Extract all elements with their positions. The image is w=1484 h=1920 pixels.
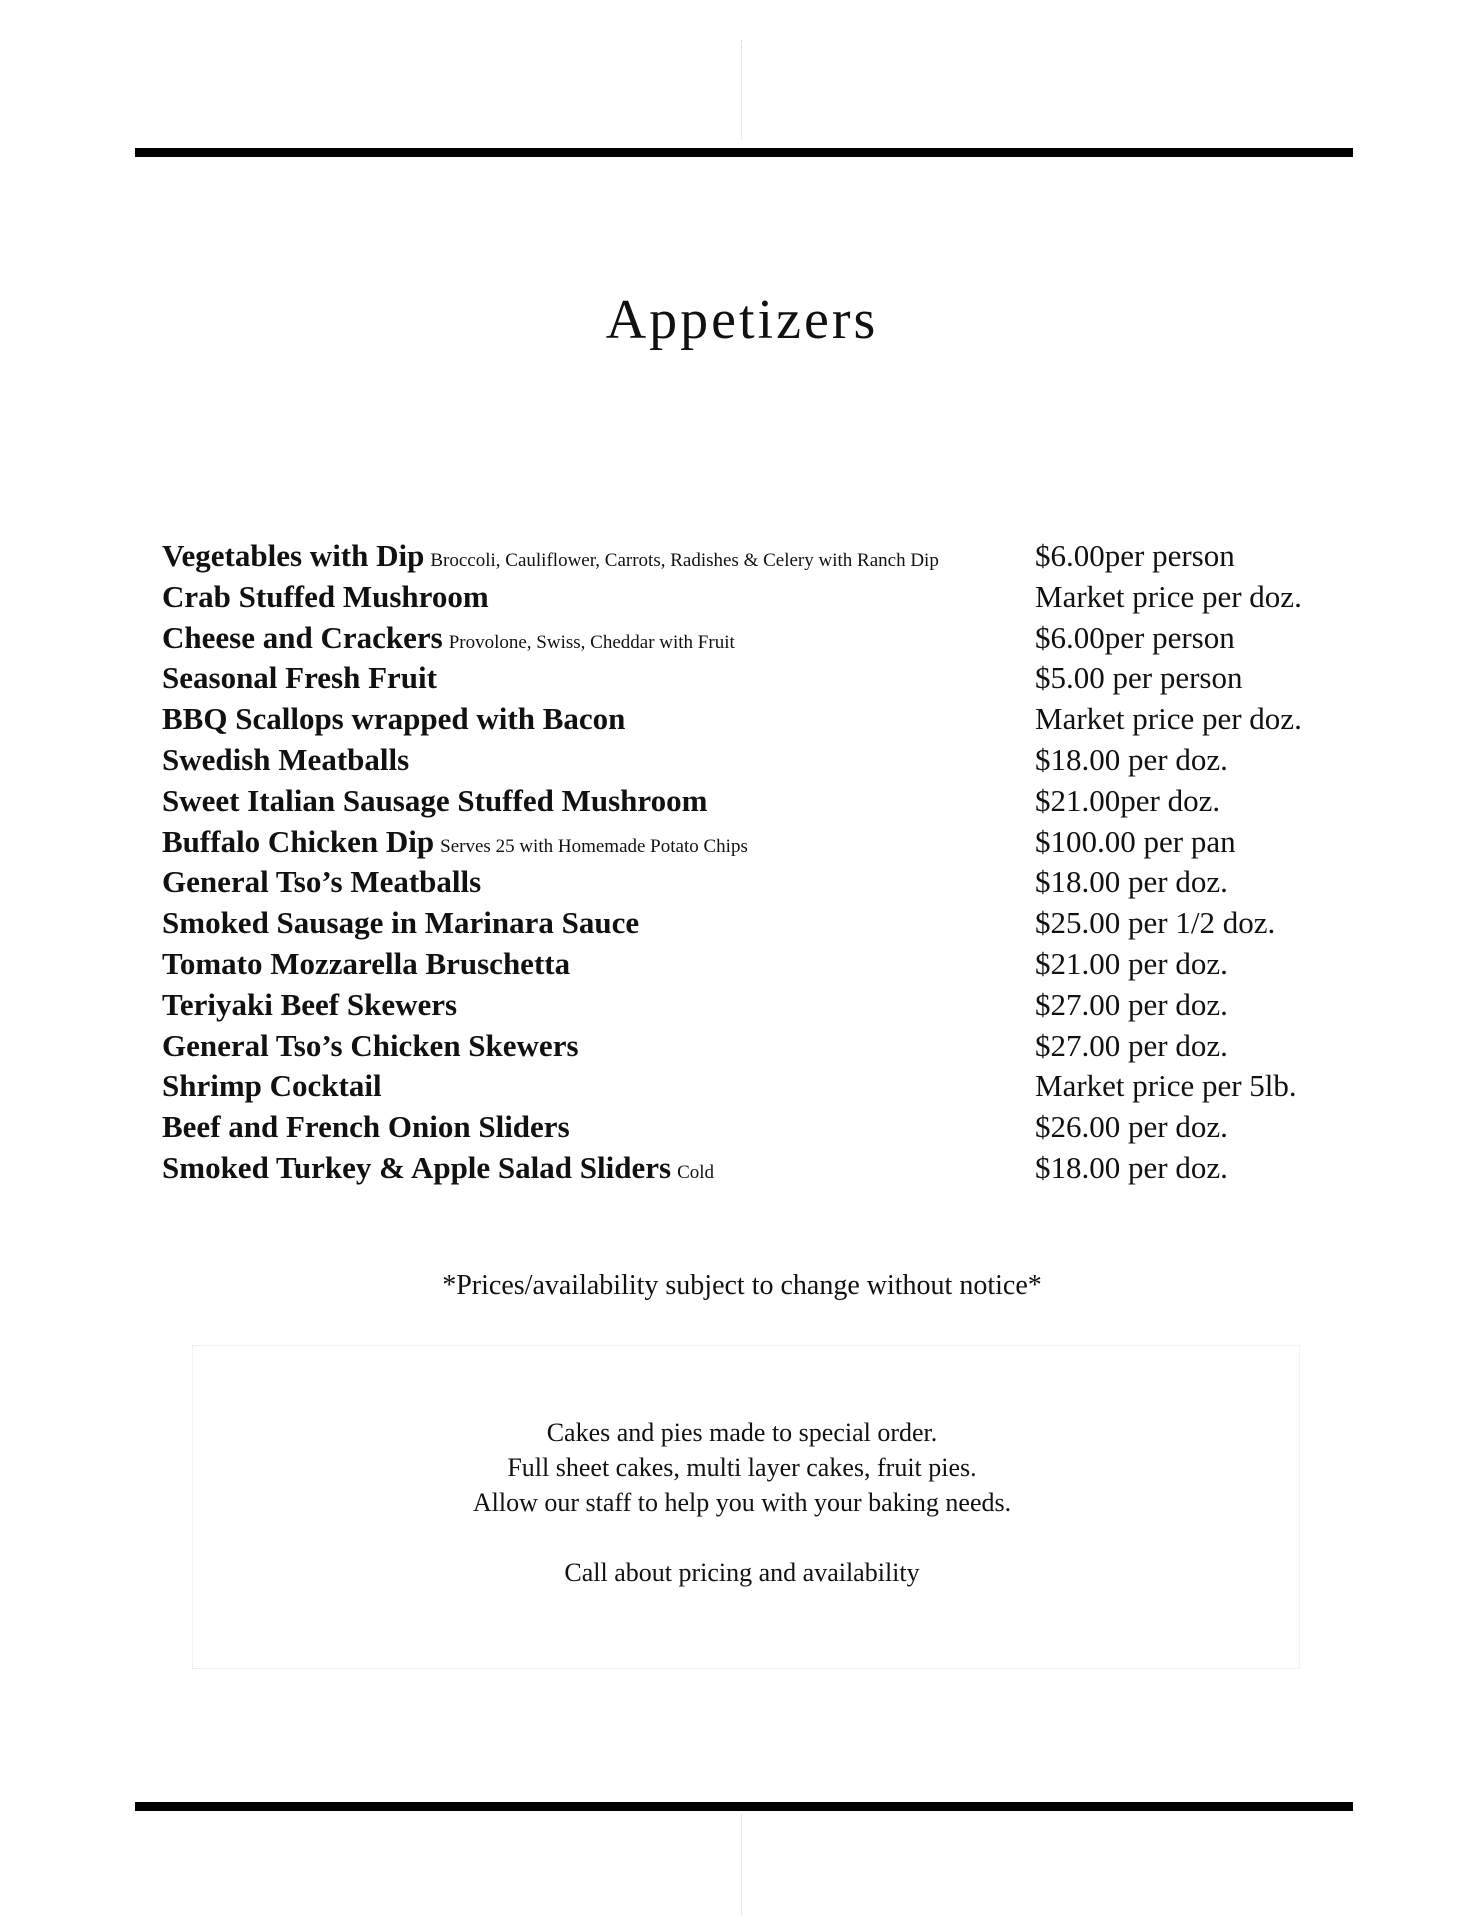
menu-item-price: Market price per doz.: [1035, 701, 1302, 737]
menu-item: [162, 781, 1362, 822]
menu-item: [162, 740, 1362, 781]
menu-item-description: Serves 25 with Homemade Potato Chips: [440, 835, 748, 857]
menu-item-name: Seasonal Fresh Fruit: [162, 660, 437, 696]
menu-item: [162, 862, 1362, 903]
menu-item: [162, 822, 1362, 863]
menu-item-name: Tomato Mozzarella Bruschetta: [162, 945, 571, 981]
menu-item: [162, 699, 1362, 740]
menu-item: [162, 903, 1362, 944]
menu-item-name: Beef and French Onion Sliders: [162, 1109, 570, 1145]
menu-item-name: Swedish Meatballs: [162, 741, 410, 777]
bakery-line: Allow our staff to help you with your baking needs.: [472, 1488, 1012, 1517]
menu-item-name: General Tso’s Chicken Skewers: [162, 1027, 579, 1063]
menu-item-price: $6.00per person: [1035, 538, 1235, 573]
menu-item: [162, 944, 1362, 985]
menu-item-name: Buffalo Chicken Dip: [162, 823, 435, 859]
menu-item-price: $18.00 per doz.: [1035, 1149, 1228, 1185]
menu-item-price: $100.00 per pan: [1035, 823, 1236, 859]
menu-item-name: Sweet Italian Sausage Stuffed Mushroom: [162, 782, 708, 818]
menu-item-name: Smoked Sausage in Marinara Sauce: [162, 905, 640, 941]
fold-mark-top: [741, 40, 743, 140]
menu-item-price: Market price per 5lb.: [1035, 1068, 1297, 1104]
menu-item-description: Broccoli, Cauliflower, Carrots, Radishes & Celery with Ranch Dip: [430, 550, 939, 571]
menu-item-price: $27.00 per doz.: [1035, 1027, 1228, 1063]
menu-item-price: $6.00per person: [1035, 619, 1235, 655]
menu-item: [162, 536, 1362, 577]
bottom-rule: [135, 1802, 1353, 1811]
menu-item: [162, 1107, 1362, 1148]
menu-item-name: General Tso’s Meatballs: [162, 864, 482, 900]
menu-item-price: $27.00 per doz.: [1035, 986, 1228, 1022]
menu-item-description: Cold: [677, 1161, 715, 1183]
menu-item: [162, 618, 1362, 659]
menu-item-name: Crab Stuffed Mushroom: [162, 578, 489, 614]
top-rule: [135, 148, 1353, 157]
menu-item-name: Teriyaki Beef Skewers: [162, 986, 458, 1022]
menu-item-price: Market price per doz.: [1035, 578, 1302, 614]
menu-item-name: Smoked Turkey & Apple Salad Sliders: [162, 1149, 672, 1185]
bakery-line: Cakes and pies made to special order.: [546, 1418, 938, 1447]
menu-item: [162, 1148, 1362, 1189]
menu-item-name: Shrimp Cocktail: [162, 1068, 382, 1104]
menu-item-name: Cheese and Crackers: [162, 619, 443, 655]
price-notice: *Prices/availability subject to change without notice*: [442, 1270, 1042, 1301]
menu-item: [162, 1066, 1362, 1107]
menu-item-price: $5.00 per person: [1035, 660, 1243, 696]
menu-item-name: Vegetables with Dip: [162, 538, 425, 573]
menu-item-price: $25.00 per 1/2 doz.: [1035, 905, 1276, 941]
menu-item-price: $21.00per doz.: [1035, 782, 1221, 818]
menu-item: [162, 577, 1362, 618]
bakery-call-line: Call about pricing and availability: [564, 1558, 920, 1587]
bakery-line: Full sheet cakes, multi layer cakes, fruit pies.: [507, 1453, 977, 1482]
menu-item-price: $18.00 per doz.: [1035, 864, 1228, 900]
fold-mark-bottom: [741, 1815, 743, 1915]
menu-item-description: Provolone, Swiss, Cheddar with Fruit: [448, 631, 735, 653]
page-title: Appetizers: [605, 289, 879, 351]
menu-item: [162, 658, 1362, 699]
appetizer-menu: [162, 536, 1362, 1189]
menu-item: [162, 1026, 1362, 1067]
menu-item-price: $26.00 per doz.: [1035, 1109, 1228, 1145]
menu-item-price: $21.00 per doz.: [1035, 945, 1228, 981]
menu-item: [162, 985, 1362, 1026]
menu-item-name: BBQ Scallops wrapped with Bacon: [162, 701, 626, 737]
menu-item-price: $18.00 per doz.: [1035, 741, 1228, 777]
